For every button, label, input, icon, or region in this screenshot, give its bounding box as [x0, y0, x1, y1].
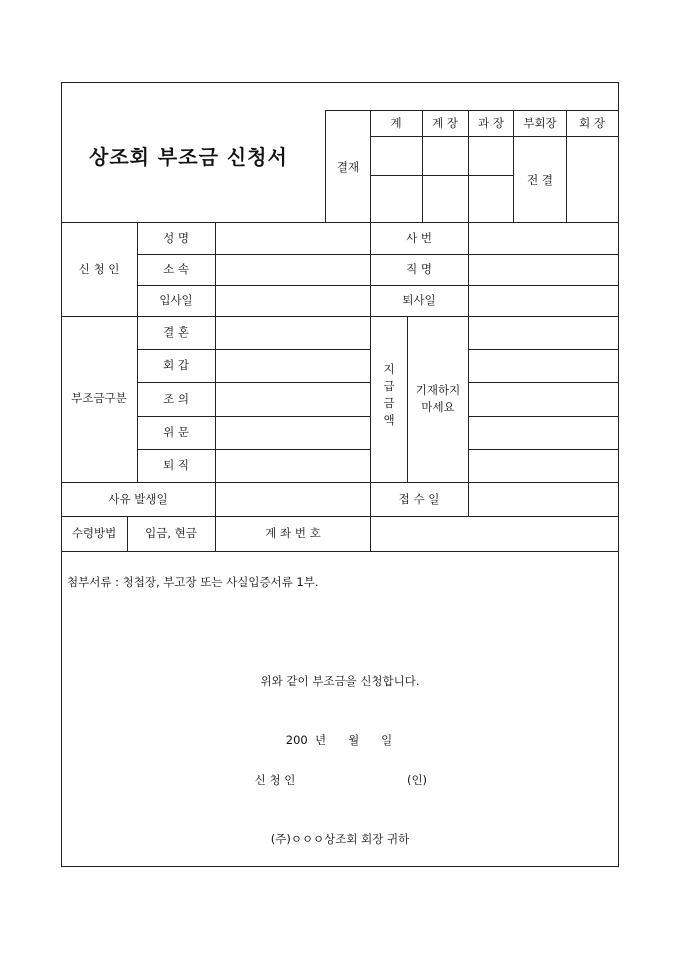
- consolation-field[interactable]: [216, 417, 370, 449]
- seal-mark: (인): [406, 773, 428, 787]
- receipt-method-label: 수령방법: [71, 526, 117, 540]
- amount-note-line-1: 기재하지: [415, 383, 461, 397]
- amount-label-char-2: 급: [383, 379, 395, 393]
- application-statement: 위와 같이 부조금을 신청합니다.: [260, 674, 420, 688]
- amount-note-line-2: 마세요: [421, 400, 455, 414]
- form-title: 상조회 부조금 신청서: [89, 145, 288, 169]
- category-retirement: 퇴 직: [163, 458, 189, 472]
- department-field[interactable]: [216, 255, 370, 285]
- retirement-field[interactable]: [216, 450, 370, 482]
- wedding-field[interactable]: [216, 317, 370, 349]
- signer-label: 신 청 인: [254, 773, 296, 787]
- approval-delegated: 전 결: [527, 173, 553, 187]
- category-condolence: 조 의: [163, 392, 189, 406]
- addressee: (주)ㅇㅇㅇ상조회 회장 귀하: [270, 832, 410, 846]
- application-form: [61, 82, 619, 867]
- account-number-field[interactable]: [371, 517, 619, 551]
- hire-date-label: 입사일: [159, 293, 193, 307]
- amount-label-char-1: 지: [383, 362, 395, 376]
- receipt-method-value: 입금, 현금: [145, 526, 197, 540]
- hire-date-field[interactable]: [216, 286, 370, 316]
- event-date-label: 사유 발생일: [108, 492, 168, 506]
- name-field[interactable]: [216, 223, 370, 254]
- account-number-label: 계 좌 번 호: [265, 526, 321, 540]
- amount-label-char-4: 액: [383, 413, 395, 427]
- applicant-group-label: 신 청 인: [78, 262, 120, 276]
- approval-header-president: 회 장: [579, 116, 605, 130]
- category-group-label: 부조금구분: [71, 391, 127, 405]
- employee-id-field[interactable]: [469, 223, 619, 254]
- event-date-field[interactable]: [216, 483, 370, 516]
- approval-sign-team-leader[interactable]: [423, 137, 468, 175]
- approval-header-vice-president: 부회장: [523, 116, 557, 130]
- approval-header-team-leader: 계 장: [432, 116, 458, 130]
- approval-sign-staff[interactable]: [371, 137, 422, 175]
- retire-date-field[interactable]: [469, 286, 619, 316]
- receipt-date-label: 접 수 일: [398, 492, 440, 506]
- amount-label-char-3: 금: [383, 396, 395, 410]
- attachments-note: 첨부서류 : 청첩장, 부고장 또는 사실입증서류 1부.: [67, 575, 319, 589]
- condolence-field[interactable]: [216, 383, 370, 416]
- category-consolation: 위 문: [163, 425, 189, 439]
- application-date: 200 년 월 일: [285, 733, 393, 747]
- receipt-date-field[interactable]: [469, 483, 619, 516]
- job-title-field[interactable]: [469, 255, 619, 285]
- approval-label: 결재: [336, 160, 360, 174]
- employee-id-label: 사 번: [406, 231, 432, 245]
- approval-header-section-chief: 과 장: [478, 116, 504, 130]
- approval-sign-section-chief[interactable]: [469, 137, 513, 175]
- approval-sign-president[interactable]: [567, 137, 619, 222]
- category-wedding: 결 혼: [163, 325, 189, 339]
- birthday-field[interactable]: [216, 350, 370, 382]
- department-label: 소 속: [163, 262, 189, 276]
- job-title-label: 직 명: [406, 262, 432, 276]
- name-label: 성 명: [163, 231, 189, 245]
- retire-date-label: 퇴사일: [402, 293, 436, 307]
- approval-header-staff: 계: [390, 116, 402, 130]
- category-sixtieth-birthday: 회 갑: [163, 358, 189, 372]
